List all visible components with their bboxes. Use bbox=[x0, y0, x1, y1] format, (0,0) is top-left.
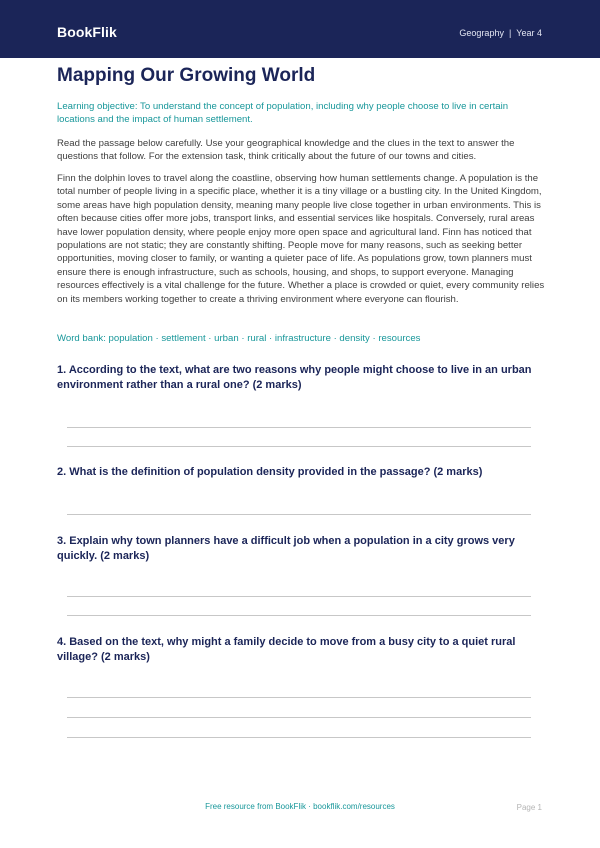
answer-line[interactable] bbox=[67, 514, 531, 515]
question-3: 3. Explain why town planners have a difficult job when a population in a city grows very quickly. (2 marks) bbox=[57, 535, 515, 562]
meta-separator: | bbox=[508, 28, 512, 38]
question-4: 4. Based on the text, why might a family decide to move from a busy city to a quiet rural village? (2 marks) bbox=[57, 636, 516, 663]
instructions: Read the passage below carefully. Use your geographical knowledge and the clues in the text to answer the questions that follow. For the extension task, think critically about the future of our towns and cities. bbox=[57, 138, 515, 163]
page-title: Mapping Our Growing World bbox=[57, 65, 316, 86]
answer-line[interactable] bbox=[67, 615, 531, 616]
page-header bbox=[0, 0, 600, 58]
answer-line[interactable] bbox=[67, 737, 531, 738]
subject-meta bbox=[459, 28, 542, 38]
question-1: 1. According to the text, what are two reasons why people might choose to live in an urban environment rather than a rural one? (2 marks) bbox=[57, 364, 532, 391]
brand-logo[interactable]: BookFlik bbox=[57, 24, 117, 40]
answer-line[interactable] bbox=[67, 427, 531, 428]
subject-label: Geography bbox=[459, 28, 504, 38]
answer-line[interactable] bbox=[67, 697, 531, 698]
answer-line[interactable] bbox=[67, 446, 531, 447]
reading-passage: Finn the dolphin loves to travel along the coastline, observing how human settlements change. A population is the total number of people living in a specific place, whether it is a tiny village or a bustling city. In the United Kingdom, some areas have high population density, meaning many people live close together in urban environments. This is often because cities offer more jobs, transport links, and essential services like hospitals. Conversely, rural areas have lower population density, where people enjoy more open space and agricultural land. Finn has noticed that populations are not static; they are constantly shifting. People move for many reasons, such as seeking better opportunities, moving closer to family, or wanting a quieter pace of life. As populations grow, town planners must ensure there is enough infrastructure, such as schools, housing, and shops, to support everyone. Managing resources effectively is a vital challenge for the future. Whether a place is crowded or quiet, every community relies on its members working together to create a thriving environment where everyone can flourish. bbox=[57, 173, 545, 305]
footer-link[interactable]: Free resource from BookFlik · bookflik.com/resources bbox=[205, 802, 395, 811]
year-label: Year 4 bbox=[516, 28, 542, 38]
answer-line[interactable] bbox=[67, 717, 531, 718]
word-bank: Word bank: population · settlement · urban · rural · infrastructure · density · resources bbox=[57, 333, 421, 344]
answer-line[interactable] bbox=[67, 596, 531, 597]
page-number: Page 1 bbox=[516, 803, 542, 812]
question-2: 2. What is the definition of population density provided in the passage? (2 marks) bbox=[57, 466, 483, 478]
learning-objective: Learning objective: To understand the concept of population, including why people choose to live in certain locations and the impact of human settlement. bbox=[57, 101, 509, 126]
